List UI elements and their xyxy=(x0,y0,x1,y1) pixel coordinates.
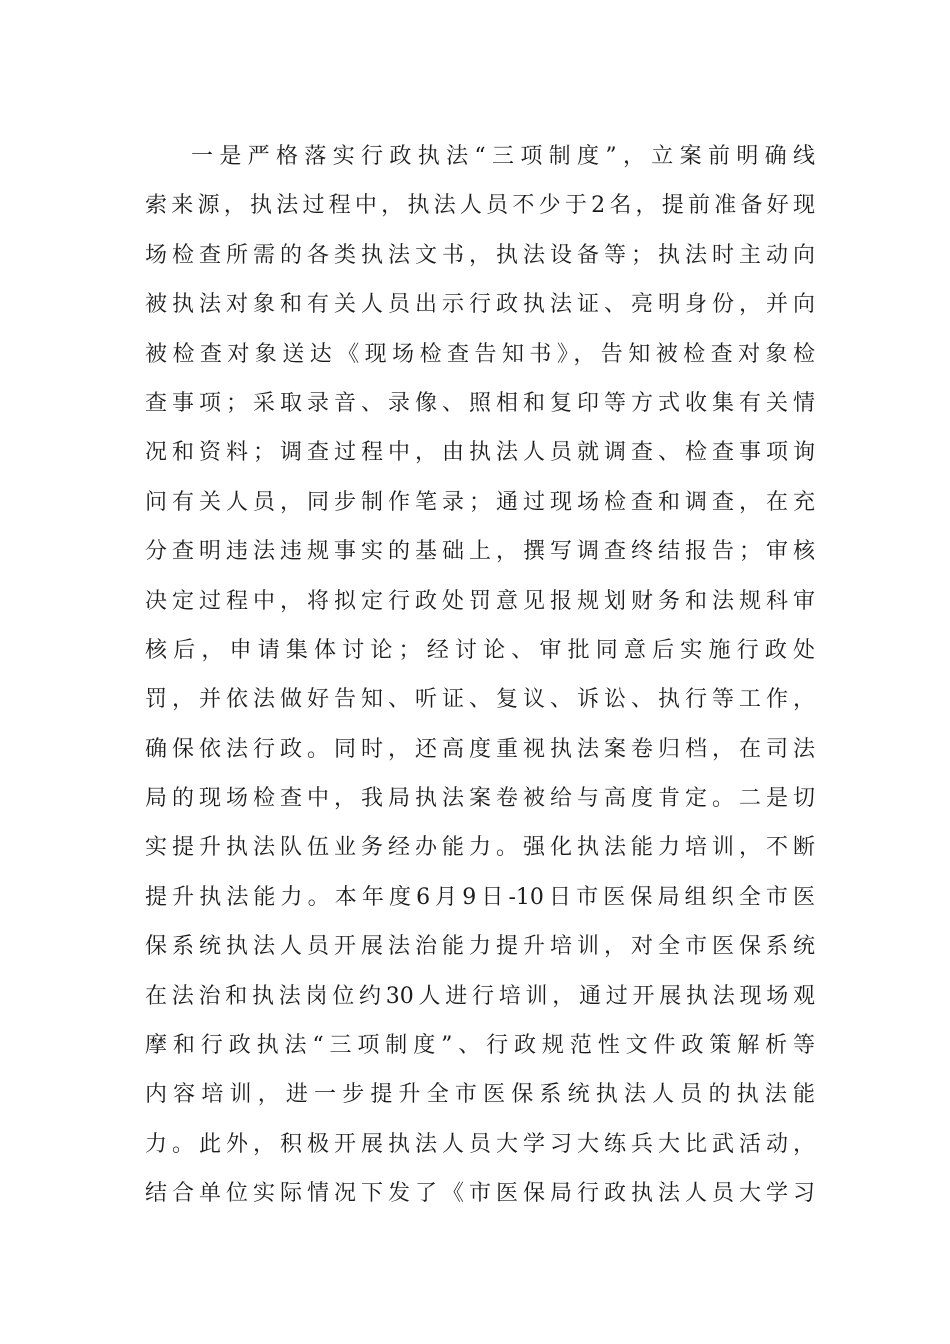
text-line: 况和资料；调查过程中，由执法人员就调查、检查事项询 xyxy=(145,440,815,466)
text-line: 在法治和执法岗位约30人进行培训，通过开展执法现场观 xyxy=(145,983,815,1009)
text-line: 场检查所需的各类执法文书，执法设备等；执法时主动向 xyxy=(145,242,815,268)
text-line: 力。此外，积极开展执法人员大学习大练兵大比武活动， xyxy=(145,1131,815,1157)
text-line: 索来源，执法过程中，执法人员不少于2名，提前准备好现 xyxy=(145,193,815,219)
text-line: 结合单位实际情况下发了《市医保局行政执法人员大学习 xyxy=(145,1181,815,1207)
text-line: 被检查对象送达《现场检查告知书》，告知被检查对象检 xyxy=(145,341,815,367)
text-line: 保系统执法人员开展法治能力提升培训，对全市医保系统 xyxy=(145,934,815,960)
text-line: 实提升执法队伍业务经办能力。强化执法能力培训，不断 xyxy=(145,835,815,861)
text-line: 被执法对象和有关人员出示行政执法证、亮明身份，并向 xyxy=(145,292,815,318)
text-line: 内容培训，进一步提升全市医保系统执法人员的执法能 xyxy=(145,1082,815,1108)
text-line: 分查明违法违规事实的基础上，撰写调查终结报告；审核 xyxy=(145,539,815,565)
text-line: 核后，申请集体讨论；经讨论、审批同意后实施行政处 xyxy=(145,637,815,663)
text-line: 局的现场检查中，我局执法案卷被给与高度肯定。二是切 xyxy=(145,786,815,812)
text-line: 查事项；采取录音、录像、照相和复印等方式收集有关情 xyxy=(145,390,815,416)
body-paragraph xyxy=(145,132,815,1219)
text-line: 一是严格落实行政执法“三项制度”，立案前明确线 xyxy=(191,144,815,169)
text-line: 摩和行政执法“三项制度”、行政规范性文件政策解析等 xyxy=(145,1033,815,1059)
text-line: 罚，并依法做好告知、听证、复议、诉讼、执行等工作， xyxy=(145,687,815,713)
text-line: 问有关人员，同步制作笔录；通过现场检查和调查，在充 xyxy=(145,489,815,515)
text-line: 提升执法能力。本年度6月9日-10日市医保局组织全市医 xyxy=(145,884,815,910)
text-line: 确保依法行政。同时，还高度重视执法案卷归档，在司法 xyxy=(145,736,815,762)
text-line: 决定过程中，将拟定行政处罚意见报规划财务和法规科审 xyxy=(145,588,815,614)
